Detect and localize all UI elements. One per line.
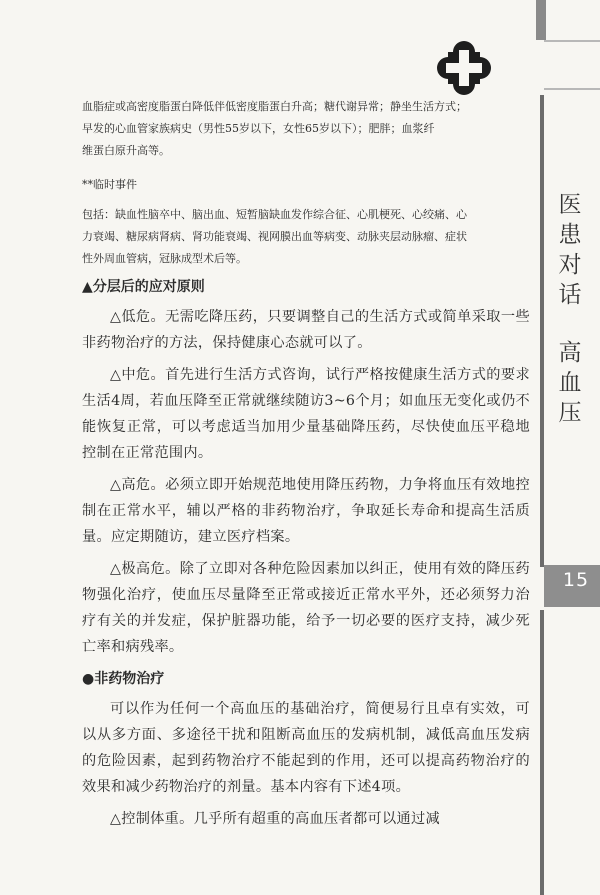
paragraph: △中危。首先进行生活方式咨询，试行严格按健康生活方式的要求生活4周，若血压降至正常就继续随访3~6个月；如血压无变化或仍不能恢复正常，可以考虑适当加用少量基础降压药，尽快使血压平稳地控制在正常范围内。: [82, 367, 530, 461]
clinical-events-line: 性外周血管病，冠脉成型术后等。: [82, 252, 247, 265]
clinical-events-line: 力衰竭、糖尿病肾病、肾功能衰竭、视网膜出血等病变、动脉夹层动脉瘤、症状: [82, 230, 467, 243]
side-tick: [544, 88, 600, 90]
side-title-char: 话: [558, 282, 582, 308]
section-heading: ●非药物治疗: [82, 671, 165, 687]
top-block-line: 维蛋白原升高等。: [82, 144, 170, 157]
clinical-events-line: 包括：缺血性脑卒中、脑出血、短暂脑缺血发作综合征、心肌梗死、心绞痛、心: [82, 208, 467, 221]
side-title-char: 对: [558, 252, 582, 278]
side-bar-bottom: [540, 610, 544, 895]
side-title-char: 高: [558, 340, 582, 366]
side-title-char: 压: [558, 400, 582, 426]
cross-flower-icon: [436, 40, 492, 96]
paragraph: △低危。无需吃降压药，只要调整自己的生活方式或简单采取一些非药物治疗的方法，保持健康心态就可以了。: [82, 309, 530, 351]
page-number: 15: [562, 569, 590, 591]
side-title-char: 血: [558, 370, 582, 396]
paragraph: 可以作为任何一个高血压的基础治疗，简便易行且卓有实效，可以从多方面、多途径干扰和阻断高血压的发病机制，减低高血压发病的危险因素，起到药物治疗不能起到的作用，还可以提高药物治疗的效果和减少药物治疗的剂量。基本内容有下述4项。: [82, 701, 530, 795]
paragraph: △极高危。除了立即对各种危险因素加以纠正，使用有效的降压药物强化治疗，使血压尽量降至正常或接近正常水平外，还必须努力治疗有关的并发症，保护脏器功能，给予一切必要的医疗支持，减少死亡率和病残率。: [82, 561, 530, 655]
clinical-events-heading: **临时事件: [82, 178, 137, 191]
side-bar-top: [536, 0, 546, 40]
paragraph: △控制体重。几乎所有超重的高血压者都可以通过减: [110, 811, 440, 827]
side-tick: [544, 40, 600, 42]
side-bar-middle: [540, 95, 544, 567]
side-title-char: 患: [558, 222, 582, 248]
page-content: [82, 96, 530, 838]
top-block-line: 血脂症或高密度脂蛋白降低伴低密度脂蛋白升高；糖代谢异常；静坐生活方式；: [82, 100, 467, 113]
top-block-line: 早发的心血管家族病史（男性55岁以下，女性65岁以下）；肥胖；血浆纤: [82, 122, 435, 135]
side-title: [548, 190, 592, 428]
side-title-char: 医: [558, 192, 582, 218]
paragraph: △高危。必须立即开始规范地使用降压药物，力争将血压有效地控制在正常水平，辅以严格的非药物治疗，争取延长寿命和提高生活质量。应定期随访，建立医疗档案。: [82, 477, 530, 545]
section-heading: ▲分层后的应对原则: [82, 279, 205, 295]
